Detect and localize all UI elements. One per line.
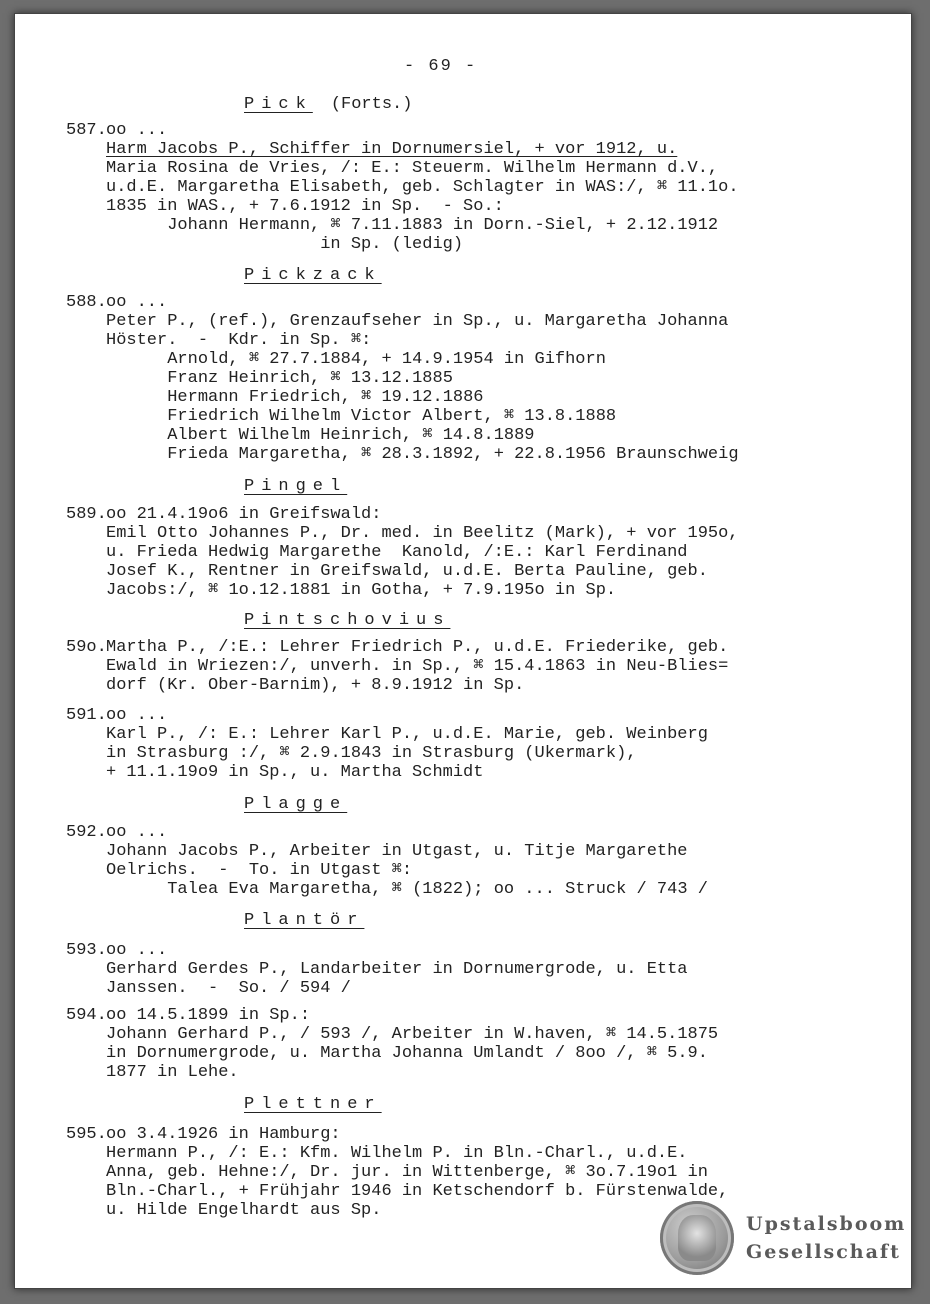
entry-number: 595. [66, 1125, 107, 1144]
entry-593 [66, 941, 688, 998]
entry-line: oo ... [106, 823, 168, 842]
entry-number: 594. [66, 1006, 107, 1025]
section-name: Plettner [244, 1095, 382, 1114]
section-name: Pickzack [244, 266, 382, 285]
page-number: - 69 - [404, 57, 478, 76]
section-heading-pintschovius [244, 611, 450, 630]
section-heading-plagge [244, 795, 347, 814]
entry-line: oo ... [106, 941, 168, 960]
entry-line: Martha P., /:E.: Lehrer Friedrich P., u.d.E. Friederike, geb. [106, 638, 729, 657]
entry-line: 1877 in Lehe. [106, 1063, 239, 1082]
section-name: Pick [244, 95, 313, 114]
entry-line: Bln.-Charl., + Frühjahr 1946 in Ketschendorf b. Fürstenwalde, [106, 1182, 729, 1201]
entry-595 [66, 1125, 729, 1220]
entry-line: Albert Wilhelm Heinrich, ⌘ 14.8.1889 [106, 426, 535, 445]
entry-line: Peter P., (ref.), Grenzaufseher in Sp., u. Margaretha Johanna [106, 312, 729, 331]
section-suffix: (Forts.) [330, 95, 413, 114]
entry-line: oo ... [106, 121, 168, 140]
entry-line: Anna, geb. Hehne:/, Dr. jur. in Wittenberge, ⌘ 3o.7.19o1 in [106, 1163, 708, 1182]
entry-line: Janssen. - So. / 594 / [106, 979, 351, 998]
entry-594 [66, 1006, 719, 1082]
section-name: Pingel [244, 477, 348, 496]
entry-line: Ewald in Wriezen:/, unverh. in Sp., ⌘ 15.4.1863 in Neu-Blies= [106, 657, 729, 676]
publisher-stamp [660, 1201, 907, 1275]
entry-592 [66, 823, 708, 899]
entry-line: oo ... [106, 293, 168, 312]
entry-line: Franz Heinrich, ⌘ 13.12.1885 [106, 369, 453, 388]
entry-number: 591. [66, 706, 107, 725]
entry-number: 593. [66, 941, 107, 960]
entry-line: u.d.E. Margaretha Elisabeth, geb. Schlagter in WAS:/, ⌘ 11.1o. [106, 178, 739, 197]
entry-line: Gerhard Gerdes P., Landarbeiter in Dornumergrode, u. Etta [106, 960, 688, 979]
section-name: Pintschovius [244, 611, 451, 630]
entry-587 [66, 121, 739, 254]
entry-line: Harm Jacobs P., Schiffer in Dornumersiel, + vor 1912, u. [106, 140, 678, 159]
entry-line: in Sp. (ledig) [106, 235, 464, 254]
entry-line: + 11.1.19o9 in Sp., u. Martha Schmidt [106, 763, 484, 782]
entry-line: Talea Eva Margaretha, ⌘ (1822); oo ... Struck / 743 / [106, 880, 708, 899]
entry-line: Arnold, ⌘ 27.7.1884, + 14.9.1954 in Gifhorn [106, 350, 606, 369]
entry-line: oo ... [106, 706, 168, 725]
entry-line: Josef K., Rentner in Greifswald, u.d.E. Berta Pauline, geb. [106, 562, 708, 581]
section-heading-pick [244, 95, 412, 114]
entry-line: Hermann Friedrich, ⌘ 19.12.1886 [106, 388, 484, 407]
entry-line: u. Hilde Engelhardt aus Sp. [106, 1201, 382, 1220]
entry-591 [66, 706, 708, 782]
entry-588 [66, 293, 739, 464]
seal-figure [678, 1215, 716, 1261]
entry-590 [66, 638, 729, 695]
entry-line: Emil Otto Johannes P., Dr. med. in Beelitz (Mark), + vor 195o, [106, 524, 739, 543]
entry-line: Frieda Margaretha, ⌘ 28.3.1892, + 22.8.1956 Braunschweig [106, 445, 739, 464]
entry-line: Maria Rosina de Vries, /: E.: Steuerm. Wilhelm Hermann d.V., [106, 159, 719, 178]
entry-number: 587. [66, 121, 107, 140]
section-name: Plantör [244, 911, 365, 930]
entry-line: in Dornumergrode, u. Martha Johanna Umlandt / 8oo /, ⌘ 5.9. [106, 1044, 708, 1063]
entry-line: Johann Gerhard P., / 593 /, Arbeiter in W.haven, ⌘ 14.5.1875 [106, 1025, 719, 1044]
seal-logo-icon [660, 1201, 734, 1275]
entry-line: u. Frieda Hedwig Margarethe Kanold, /:E.: Karl Ferdinand [106, 543, 688, 562]
entry-number: 589. [66, 505, 107, 524]
entry-line: oo 14.5.1899 in Sp.: [106, 1006, 311, 1025]
section-name: Plagge [244, 795, 348, 814]
entry-line: in Strasburg :/, ⌘ 2.9.1843 in Strasburg (Ukermark), [106, 744, 637, 763]
entry-line: Karl P., /: E.: Lehrer Karl P., u.d.E. Marie, geb. Weinberg [106, 725, 708, 744]
section-heading-pickzack [244, 266, 382, 285]
entry-line: 1835 in WAS., + 7.6.1912 in Sp. - So.: [106, 197, 504, 216]
entry-line: Jacobs:/, ⌘ 1o.12.1881 in Gotha, + 7.9.195o in Sp. [106, 581, 617, 600]
entry-line: dorf (Kr. Ober-Barnim), + 8.9.1912 in Sp. [106, 676, 525, 695]
entry-line: oo 3.4.1926 in Hamburg: [106, 1125, 341, 1144]
entry-589 [66, 505, 739, 600]
section-heading-plantor [244, 911, 364, 930]
entry-line: Höster. - Kdr. in Sp. ⌘: [106, 331, 372, 350]
stamp-line-1: Upstalsboom [746, 1213, 907, 1235]
document-sheet [14, 13, 912, 1289]
stamp-line-2: Gesellschaft [746, 1241, 901, 1263]
entry-line: Oelrichs. - To. in Utgast ⌘: [106, 861, 413, 880]
entry-line: oo 21.4.19o6 in Greifswald: [106, 505, 382, 524]
section-heading-pingel [244, 477, 347, 496]
document-page [14, 13, 912, 1289]
entry-line: Johann Hermann, ⌘ 7.11.1883 in Dorn.-Siel, + 2.12.1912 [106, 216, 719, 235]
entry-line: Johann Jacobs P., Arbeiter in Utgast, u. Titje Margarethe [106, 842, 688, 861]
section-heading-plettner [244, 1095, 382, 1114]
entry-number: 592. [66, 823, 107, 842]
entry-line: Hermann P., /: E.: Kfm. Wilhelm P. in Bln.-Charl., u.d.E. [106, 1144, 688, 1163]
entry-number: 59o. [66, 638, 107, 657]
entry-number: 588. [66, 293, 107, 312]
entry-line: Friedrich Wilhelm Victor Albert, ⌘ 13.8.1888 [106, 407, 617, 426]
